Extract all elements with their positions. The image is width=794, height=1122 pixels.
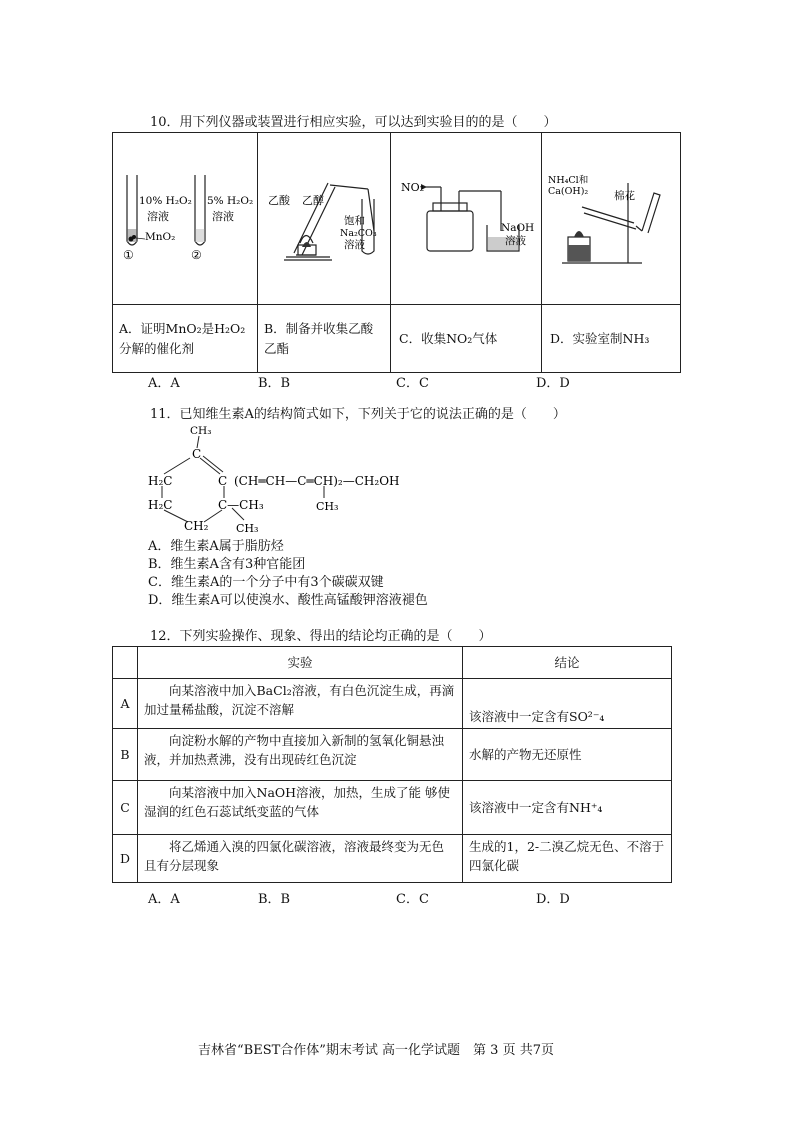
c-lower: C—CH₃ (218, 498, 264, 512)
q12-option-c: C．C (396, 892, 429, 907)
h2c-lower: H₂C (148, 498, 173, 512)
nh3-prep-diagram (542, 133, 680, 301)
q12-row-b (113, 729, 672, 781)
q12-option-a: A．A (148, 892, 180, 907)
label-solution-1: 溶液 (147, 210, 169, 223)
vitamin-a-structure (140, 422, 460, 540)
test-tubes-diagram (113, 133, 257, 301)
q10-option-b: B．B (258, 376, 291, 391)
q12-row-d (113, 835, 672, 883)
label-solution-2: 溶液 (212, 210, 234, 223)
q12-row-key: C (113, 781, 138, 835)
label-solution-4: 溶液 (505, 235, 526, 247)
q10-cell-d-diagram (542, 133, 681, 305)
q12-row-conclusion: 该溶液中一定含有NH⁺₄ (463, 781, 672, 835)
q12-row-c (113, 781, 672, 835)
label-mno2: MnO₂ (145, 231, 176, 243)
label-na2co3: Na₂CO₃ (340, 228, 377, 239)
q10-option-a: A．A (148, 376, 180, 391)
q12-row-experiment: 向某溶液中加入BaCl₂溶液，有白色沉淀生成，再滴加过量稀盐酸，沉淀不溶解 (138, 679, 463, 729)
q11-choice-a: A．维生素A属于脂肪烃 (148, 539, 284, 554)
q10-cell-a-text: A．证明MnO₂是H₂O₂分解的催化剂 (113, 305, 258, 373)
q11-choice-d: D．维生素A可以使溴水、酸性高锰酸钾溶液褪色 (148, 593, 428, 608)
label-5-h2o2: 5% H₂O₂ (207, 195, 254, 207)
h2c-left: H₂C (148, 474, 173, 488)
q12-row-experiment: 将乙烯通入溴的四氯化碳溶液，溶液最终变为无色且有分层现象 (138, 835, 463, 883)
q10-cell-a-diagram (113, 133, 258, 305)
q12-stem: 12．下列实验操作、现象、得出的结论均正确的是（ ） (150, 629, 492, 644)
q12-option-b: B．B (258, 892, 291, 907)
q12-table (112, 646, 672, 883)
ch3-top: CH₃ (190, 425, 212, 437)
circled-one: ① (123, 248, 134, 262)
gas-collection-diagram (391, 133, 541, 301)
q12-row-key: B (113, 729, 138, 781)
label-caoh2: Ca(OH)₂ (548, 186, 589, 197)
label-no2: NO₂ (401, 181, 425, 194)
label-cotton: 棉花 (614, 190, 635, 202)
label-acetic-acid: 乙酸 (268, 194, 290, 207)
label-naoh: NaOH (501, 222, 535, 234)
q10-cell-c-text: C．收集NO₂气体 (391, 305, 542, 373)
q10-stem: 10．用下列仪器或装置进行相应实验，可以达到实验目的的是（ ） (150, 115, 557, 130)
c-right: C (218, 474, 228, 488)
q10-cell-d-text: D．实验室制NH₃ (542, 305, 681, 373)
q12-header-conclusion: 结论 (463, 647, 672, 679)
ester-prep-diagram (258, 133, 390, 301)
ch2-bottom: CH₂ (184, 519, 209, 533)
ch3-chain: CH₃ (316, 500, 339, 513)
label-10-h2o2: 10% H₂O₂ (139, 195, 192, 207)
circled-two: ② (191, 248, 202, 262)
q10-apparatus-table (112, 132, 681, 373)
q12-header-experiment: 实验 (138, 647, 463, 679)
q12-row-experiment: 向淀粉水解的产物中直接加入新制的氢氧化铜悬浊液，并加热煮沸，没有出现砖红色沉淀 (138, 729, 463, 781)
q12-row-a (113, 679, 672, 729)
q11-choice-c: C．维生素A的一个分子中有3个碳碳双键 (148, 575, 384, 590)
q11-stem: 11．已知维生素A的结构简式如下，下列关于它的说法正确的是（ ） (150, 407, 566, 422)
q10-cell-b-diagram (258, 133, 391, 305)
q10-option-d: D．D (536, 376, 570, 391)
label-saturated: 饱和 (344, 215, 365, 227)
q10-cell-c-diagram (391, 133, 542, 305)
q12-header-blank (113, 647, 138, 679)
ch3-bottom: CH₃ (236, 522, 259, 535)
q12-row-conclusion: 生成的1，2-二溴乙烷无色、不溶于四氯化碳 (463, 835, 672, 883)
q10-options (0, 372, 794, 390)
label-solution-3: 溶液 (344, 239, 365, 251)
q10-option-c: C．C (396, 376, 429, 391)
q12-row-conclusion: 该溶液中一定含有SO²⁻₄ (463, 679, 672, 729)
q12-row-experiment: 向某溶液中加入NaOH溶液，加热，生成了能 够使湿润的红色石蕊试纸变蓝的气体 (138, 781, 463, 835)
c-top: C (192, 447, 202, 461)
q12-options (0, 888, 794, 906)
q12-row-conclusion: 水解的产物无还原性 (463, 729, 672, 781)
q10-cell-b-text: B．制备并收集乙酸乙酯 (258, 305, 391, 373)
q12-row-key: A (113, 679, 138, 729)
q12-option-d: D．D (536, 892, 570, 907)
side-chain: (CH═CH—C═CH)₂—CH₂OH (234, 474, 400, 488)
label-ethanol: 乙醇 (302, 194, 324, 207)
q12-row-key: D (113, 835, 138, 883)
page-footer: 吉林省“BEST合作体”期末考试 高一化学试题 第 3 页 共7页 (198, 1043, 554, 1058)
label-nh4cl: NH₄Cl和 (548, 175, 589, 186)
q11-choice-b: B．维生素A含有3种官能团 (148, 557, 306, 572)
